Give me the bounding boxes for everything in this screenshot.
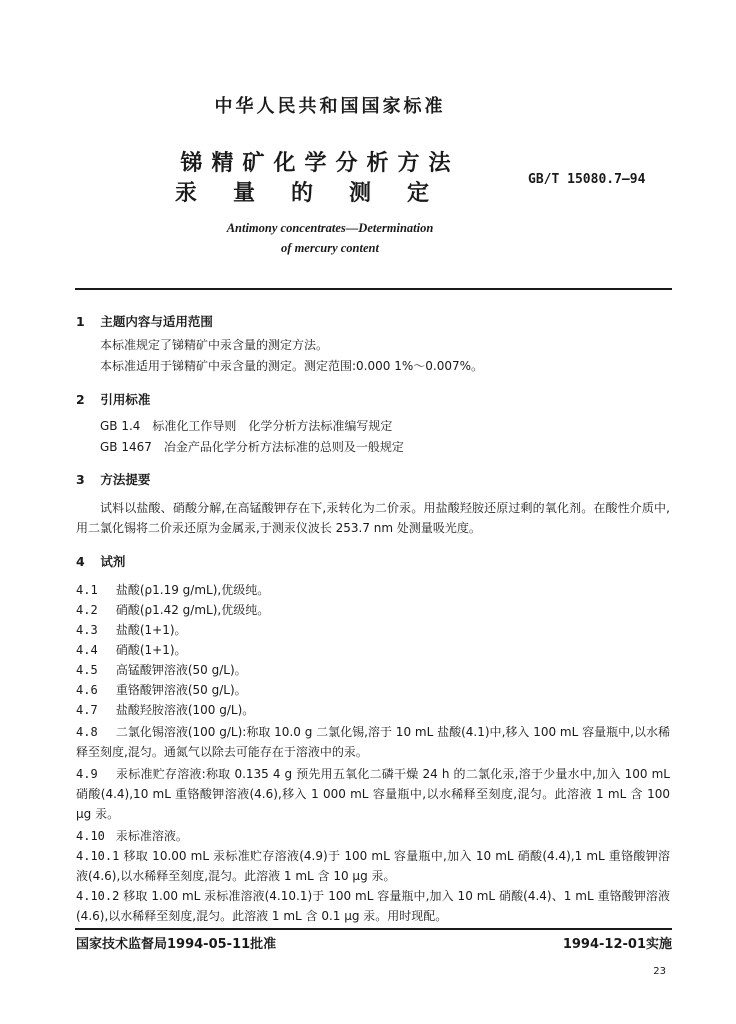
reagent-item	[76, 826, 670, 846]
item-text: 汞标准贮存溶液:称取 0.135 4 g 预先用五氧化二磷干燥 24 h 的二氯化汞,溶于少量水中,加入 100 mL 硝酸(4.4),10 mL 重铬酸钾溶液(4.6),移入 1 000 mL 容量瓶中,以水稀释至刻度,混匀。此溶液 1 mL 含 100 μg 汞。	[76, 767, 670, 821]
section-number: 1	[76, 314, 85, 329]
item-text: 盐酸(1+1)。	[115, 623, 187, 637]
reference-gb-1-4: GB 1.4 标准化工作导则 化学分析方法标准编写规定	[100, 419, 393, 433]
implementation-date: 1994-12-01实施	[562, 937, 672, 952]
item-number: 4.10.1	[76, 849, 120, 863]
reagent-item	[76, 764, 670, 824]
item-number: 4.1	[76, 583, 98, 597]
header-divider	[75, 288, 672, 290]
item-number: 4.8	[76, 725, 98, 739]
section-1-paragraph-2: 本标准适用于锑精矿中汞含量的测定。测定范围:0.000 1%～0.007%。	[100, 359, 484, 373]
section-3-paragraph: 试料以盐酸、硝酸分解,在高锰酸钾存在下,汞转化为二价汞。用盐酸羟胺还原过剩的氧化剂。在酸性介质中,用二氯化锡将二价汞还原为金属汞,于测汞仪波长 253.7 nm 处测量吸光度。	[76, 501, 670, 535]
section-1-paragraph-1: 本标准规定了锑精矿中汞含量的测定方法。	[100, 338, 329, 352]
section-3-heading	[76, 470, 150, 488]
section-number: 3	[76, 472, 85, 487]
item-number: 4.10.2	[76, 889, 120, 903]
item-text: 硝酸(ρ1.42 g/mL),优级纯。	[115, 603, 270, 617]
item-text: 盐酸羟胺溶液(100 g/L)。	[115, 703, 255, 717]
item-number: 4.9	[76, 767, 98, 781]
reagent-item	[76, 600, 670, 620]
item-text: 硝酸(1+1)。	[115, 643, 187, 657]
item-text: 重铬酸钾溶液(50 g/L)。	[115, 683, 247, 697]
reference-gb-1467: GB 1467 冶金产品化学分析方法标准的总则及一般规定	[100, 440, 404, 454]
item-number: 4.2	[76, 603, 98, 617]
section-title: 试剂	[100, 554, 126, 569]
reagent-item	[76, 846, 670, 886]
item-number: 4.7	[76, 703, 98, 717]
section-2-heading	[76, 390, 150, 408]
page-number: 23	[653, 966, 666, 977]
section-title: 引用标准	[100, 392, 151, 407]
item-number: 4.3	[76, 623, 98, 637]
national-standard-heading: 中华人民共和国国家标准	[214, 96, 446, 117]
section-number: 4	[76, 554, 85, 569]
english-title	[150, 218, 510, 258]
item-number: 4.6	[76, 683, 98, 697]
reagent-item	[76, 886, 670, 926]
item-text: 二氯化锡溶液(100 g/L):称取 10.0 g 二氯化锡,溶于 10 mL 盐酸(4.1)中,移入 100 mL 容量瓶中,以水稀释至刻度,混匀。通氮气以除去可能存在于溶液中的汞。	[76, 725, 670, 759]
item-number: 4.10	[76, 829, 105, 843]
reagent-item	[76, 640, 670, 660]
reagent-item	[76, 620, 670, 640]
english-title-line2: of mercury content	[281, 241, 379, 255]
section-title: 方法提要	[100, 472, 151, 487]
section-title: 主题内容与适用范围	[100, 314, 213, 329]
reagent-item	[76, 680, 670, 700]
section-4-heading	[76, 552, 125, 570]
english-title-line1: Antimony concentrates—Determination	[226, 221, 434, 235]
approval-date: 国家技术监督局1994-05-11批准	[76, 937, 277, 952]
item-number: 4.4	[76, 643, 98, 657]
item-text: 高锰酸钾溶液(50 g/L)。	[115, 663, 247, 677]
footer-divider	[75, 928, 672, 930]
reagent-item	[76, 722, 670, 762]
document-title-line2: 汞量的测定	[174, 181, 465, 206]
reagent-item	[76, 660, 670, 680]
item-number: 4.5	[76, 663, 98, 677]
item-text: 移取 1.00 mL 汞标准溶液(4.10.1)于 100 mL 容量瓶中,加入 10 mL 硝酸(4.4)、1 mL 重铬酸钾溶液(4.6),以水稀释至刻度,混匀。此溶液 1 mL 含 0.1 μg 汞。用时现配。	[76, 889, 670, 923]
standard-code: GB/T 15080.7—94	[528, 172, 646, 187]
reagent-item	[76, 580, 670, 600]
item-text: 汞标准溶液。	[115, 829, 188, 843]
item-text: 盐酸(ρ1.19 g/mL),优级纯。	[115, 583, 270, 597]
item-text: 移取 10.00 mL 汞标准贮存溶液(4.9)于 100 mL 容量瓶中,加入 10 mL 硝酸(4.4),1 mL 重铬酸钾溶液(4.6),以水稀释至刻度,混匀。此溶液 1 mL 含 10 μg 汞。	[76, 849, 670, 883]
section-number: 2	[76, 392, 85, 407]
document-title-line1: 锑精矿化学分析方法	[180, 151, 460, 176]
section-1-heading	[76, 312, 213, 330]
reagent-item	[76, 700, 670, 720]
